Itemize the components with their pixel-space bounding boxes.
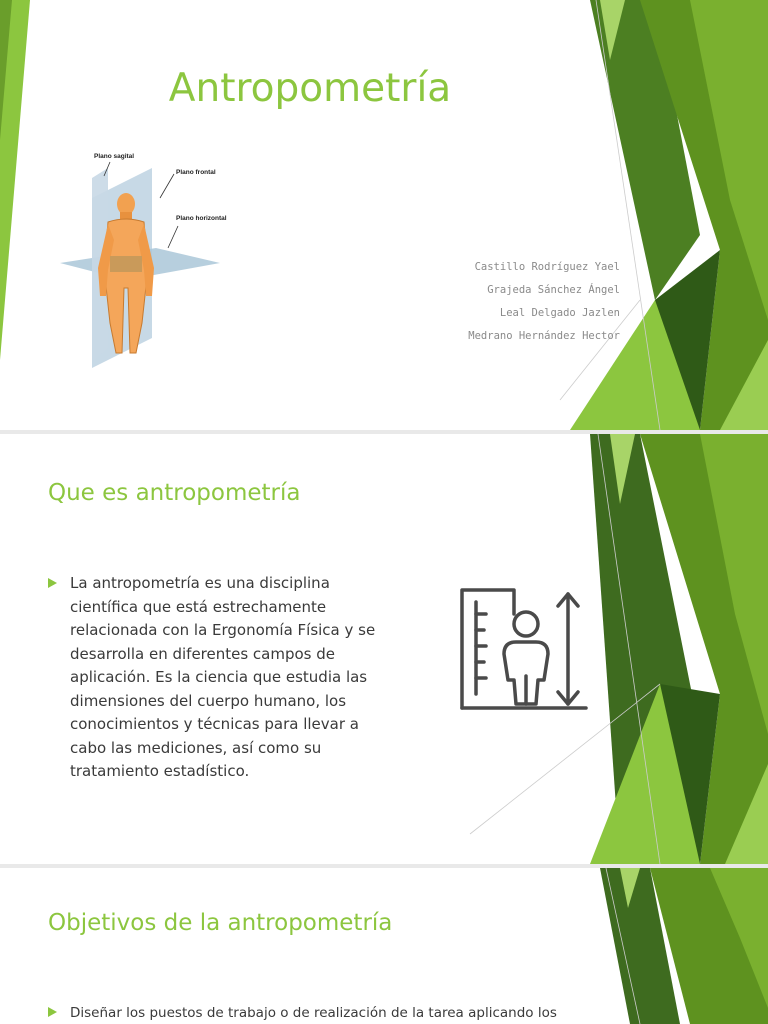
- label-plano-horizontal: Plano horizontal: [176, 215, 227, 222]
- author-name: Leal Delgado Jazlen: [499, 307, 620, 319]
- author-name: Medrano Hernández Hector: [468, 330, 620, 342]
- slide-heading: Objetivos de la antropometría: [48, 910, 393, 936]
- bullet-item: [48, 1002, 748, 1024]
- bullet-text: La antropometría es una disciplina científica que está estrechamente relacionada con la Ergonomía Física y se desarrolla en diferentes campos de aplicación. Es la ciencia que estudia las dimensiones del cuerpo humano, los conocimientos y técnicas para llevar a cabo las mediciones, así como su tratamiento estadístico.: [70, 574, 376, 780]
- anatomical-planes-figure: [56, 148, 246, 378]
- height-measurement-icon: [456, 584, 592, 714]
- bullet-item: [48, 572, 388, 784]
- author-name: Grajeda Sánchez Ángel: [487, 284, 620, 296]
- bullet-text: Diseñar los puestos de trabajo o de realización de la tarea aplicando los: [70, 1005, 557, 1021]
- bullet-arrow-icon: [48, 1007, 57, 1017]
- bullet-arrow-icon: [48, 578, 57, 588]
- green-facets-decoration: [0, 868, 768, 1024]
- author-name: Castillo Rodríguez Yael: [474, 261, 620, 273]
- label-plano-frontal: Plano frontal: [176, 169, 216, 176]
- slide-heading: Que es antropometría: [48, 480, 301, 506]
- slide-title: Antropometría: [168, 66, 452, 111]
- title-slide: [0, 0, 768, 430]
- objectives-slide: [0, 868, 768, 1024]
- definition-slide: [0, 434, 768, 864]
- label-plano-sagital: Plano sagital: [94, 153, 135, 160]
- author-list: [468, 256, 620, 348]
